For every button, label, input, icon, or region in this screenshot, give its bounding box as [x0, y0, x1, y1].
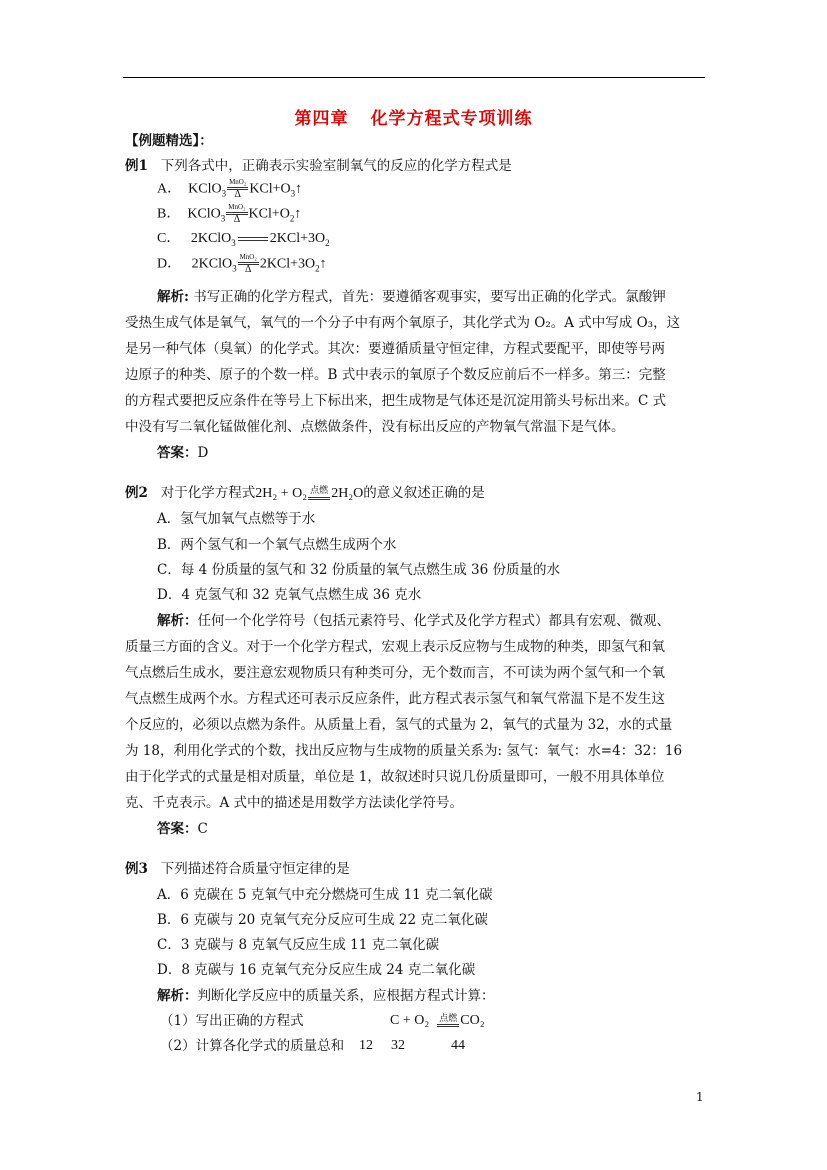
analysis-line: 是另一种气体（臭氧）的化学式。其次：要遵循质量守恒定律，方程式要配平，即使等号两 — [125, 341, 665, 357]
option-a: A．氢气加氧气点燃等于水 — [157, 511, 316, 527]
gas-arrow-icon: ↑ — [294, 206, 302, 222]
analysis-line: 个反应的，必须以点燃为条件。从质量上看，氢气的式量为 2，氧气的式量为 32，水的式量 — [125, 717, 673, 733]
step-1 — [160, 1012, 304, 1030]
equation-right: 2H₂O — [331, 486, 364, 501]
product: 2KCl+3O — [269, 231, 326, 246]
analysis-label: 解析: — [157, 289, 189, 305]
option-letter: A． — [157, 181, 182, 197]
reactant: KClO — [188, 181, 222, 197]
option-c: C．每 4 份质量的氢气和 32 份质量的氧气点燃生成 36 份质量的水 — [157, 562, 561, 578]
condition-text: 点燃 — [437, 1014, 459, 1027]
analysis-text: 任何一个化学符号（包括元素符号、化学式及化学方程式）都具有宏观、微观、 — [197, 613, 670, 629]
reactant: 2KClO — [191, 256, 233, 272]
reaction-condition — [308, 487, 330, 500]
step-text: （1）写出正确的方程式 — [160, 1013, 304, 1029]
option-d — [157, 254, 327, 278]
option-b — [157, 204, 301, 228]
analysis-text: 书写正确的化学方程式，首先：要遵循客观事实，要写出正确的化学式。氯酸钾 — [193, 289, 666, 305]
analysis-line: 克、千克表示。A 式中的描述是用数学方法读化学符号。 — [125, 795, 464, 811]
catalyst: MnO₂ — [238, 254, 259, 265]
answer-line — [157, 820, 208, 838]
subscript: 2 — [325, 237, 330, 248]
option-a — [157, 179, 302, 203]
subscript: 2 — [289, 213, 295, 224]
analysis-line: 质量三方面的含义。对于一个化学方程式，宏观上表示反应物与生成物的种类，即氢气和氧 — [125, 639, 665, 655]
chapter-title — [0, 104, 827, 129]
heat-symbol: Δ — [244, 264, 252, 275]
reaction-condition — [238, 254, 259, 275]
example-label: 例1 — [125, 158, 148, 174]
analysis-label: 解析： — [157, 988, 198, 1004]
option-d: D．4 克氢气和 32 克氧气点燃生成 36 克水 — [157, 587, 422, 603]
reactant: KClO — [187, 206, 221, 222]
analysis-line: 中没有写二氧化锰做催化剂、点燃做条件，没有标出反应的产物氧气常温下是气体。 — [125, 419, 625, 435]
analysis-line — [157, 987, 495, 1005]
analysis-line — [157, 288, 666, 306]
section-heading: 【例题精选】： — [125, 133, 213, 149]
subscript: 3 — [231, 237, 236, 248]
option-c — [157, 230, 330, 252]
chapter-name: 化学方程式专项训练 — [370, 109, 533, 129]
catalyst: MnO₂ — [227, 179, 248, 190]
analysis-line: 边原子的种类、原子的个数一样。B 式中表示的氧原子个数反应前后不一样多。第三：完整 — [125, 367, 666, 383]
analysis-line: 由于化学式的式量是相对质量，单位是 1，故叙述时只说几份质量即可，一般不用具体单位 — [125, 769, 665, 785]
reaction-condition — [226, 204, 247, 225]
example-1-question — [125, 157, 512, 175]
example-label: 例2 — [125, 485, 148, 501]
subscript: 3 — [232, 263, 237, 274]
example-label: 例3 — [125, 861, 148, 877]
option-b: B．两个氢气和一个氧气点燃生成两个水 — [157, 537, 397, 553]
page-number: 1 — [696, 1090, 704, 1104]
chapter-number: 第四章 — [294, 109, 349, 129]
analysis-label: 解析： — [157, 613, 198, 629]
option-letter: B． — [157, 206, 181, 222]
equation-left: 2H₂ + O₂ — [255, 486, 308, 501]
equals-sign — [238, 237, 268, 241]
condition-text: 点燃 — [308, 487, 330, 500]
equation-right: CO₂ — [460, 1013, 485, 1028]
heat-symbol: Δ — [234, 189, 241, 200]
question-text: 的意义叙述正确的是 — [363, 485, 485, 501]
analysis-line: 为 18，利用化学式的个数，找出反应物与生成物的质量关系为: 氢气：氧气：水=4：32：16 — [125, 743, 683, 759]
step-2 — [160, 1037, 344, 1055]
product: 2KCl+3O — [259, 256, 316, 272]
subscript: 3 — [290, 188, 296, 199]
reaction-condition — [437, 1014, 459, 1027]
heat-symbol: Δ — [233, 214, 241, 225]
product: KCl+O — [248, 206, 290, 222]
analysis-line: 受热生成气体是氧气，氧气的一个分子中有两个氧原子，其化学式为 O₂。A 式中写成 O₃，这 — [125, 315, 681, 331]
answer-value: C — [197, 821, 208, 837]
question-text: 下列各式中，正确表示实验室制氧气的反应的化学方程式是 — [160, 158, 512, 174]
analysis-line: 气点燃生成两个水。方程式还可表示反应条件，此方程式表示氢气和氧气常温下是不发生这 — [125, 691, 665, 707]
gas-arrow-icon: ↑ — [295, 181, 303, 197]
step-1-equation — [390, 1012, 485, 1030]
subscript: 3 — [221, 188, 227, 199]
subscript: 2 — [315, 263, 320, 274]
answer-label: 答案： — [157, 445, 198, 461]
step-text: （2）计算各化学式的质量总和 — [160, 1038, 345, 1054]
option-c: C．3 克碳与 8 克氧气反应生成 11 克二氧化碳 — [157, 937, 440, 953]
analysis-text: 判断化学反应中的质量关系，应根据方程式计算： — [197, 988, 495, 1004]
option-b: B．6 克碳与 20 克氧气充分反应可生成 22 克二氧化碳 — [157, 912, 488, 928]
mass-value: 32 — [391, 1038, 405, 1053]
reactant: 2KClO — [190, 231, 232, 246]
option-d: D．8 克碳与 16 克氧气充分反应生成 24 克二氧化碳 — [157, 962, 476, 978]
example-2-question — [125, 484, 485, 503]
option-letter: C． — [157, 231, 181, 246]
product: KCl+O — [249, 181, 291, 197]
question-text: 对于化学方程式 — [160, 485, 256, 501]
option-a: A．6 克碳在 5 克氧气中充分燃烧可生成 11 克二氧化碳 — [157, 887, 493, 903]
answer-value: D — [197, 445, 209, 461]
subscript: 3 — [220, 213, 226, 224]
answer-label: 答案： — [157, 821, 198, 837]
mass-value: 12 — [359, 1038, 373, 1053]
answer-line — [157, 444, 208, 462]
catalyst: MnO₂ — [226, 204, 247, 215]
mass-value: 44 — [451, 1038, 465, 1053]
gas-arrow-icon: ↑ — [319, 256, 327, 272]
header-rule — [123, 77, 705, 78]
analysis-line: 气点燃后生成水，要注意宏观物质只有种类可分，无个数而言，不可读为两个氢气和一个氧 — [125, 665, 665, 681]
question-text: 下列描述符合质量守恒定律的是 — [160, 861, 350, 877]
equation-left: C + O₂ — [390, 1013, 430, 1028]
analysis-line — [157, 612, 670, 630]
reaction-condition — [227, 179, 248, 200]
option-letter: D． — [157, 256, 182, 272]
analysis-line: 的方程式要把反应条件在等号上下标出来，把生成物是气体还是沉淀用箭头号标出来。C 式 — [125, 393, 667, 409]
example-3-question — [125, 860, 350, 878]
